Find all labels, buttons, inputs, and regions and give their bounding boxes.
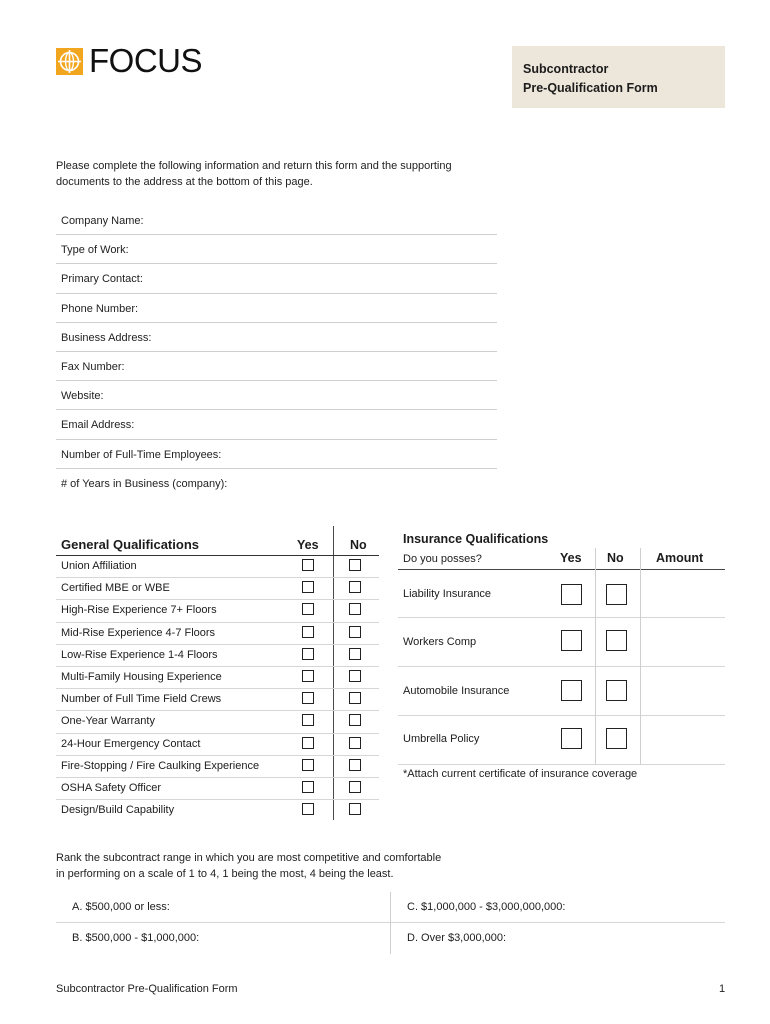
- rank-option-d[interactable]: D. Over $3,000,000:: [407, 931, 507, 944]
- no-checkbox[interactable]: [349, 714, 361, 726]
- qualification-label: Mid-Rise Experience 4-7 Floors: [61, 626, 216, 639]
- amount-field[interactable]: [641, 570, 725, 618]
- yes-checkbox[interactable]: [302, 692, 314, 704]
- no-checkbox[interactable]: [349, 670, 361, 682]
- rank-option-b[interactable]: B. $500,000 - $1,000,000:: [72, 931, 200, 944]
- rank-option-c[interactable]: C. $1,000,000 - $3,000,000,000:: [407, 901, 566, 913]
- general-qualifications-header: [56, 526, 379, 556]
- insurance-label: Umbrella Policy: [403, 733, 480, 745]
- qualification-row: [56, 600, 379, 622]
- insurance-qualifications-title: Insurance Qualifications: [403, 532, 549, 546]
- rank-option-a[interactable]: A. $500,000 or less:: [72, 901, 170, 913]
- amount-field[interactable]: [641, 618, 725, 667]
- no-checkbox[interactable]: [349, 559, 361, 571]
- no-checkbox[interactable]: [349, 581, 361, 593]
- yes-checkbox[interactable]: [302, 648, 314, 660]
- yes-checkbox[interactable]: [302, 670, 314, 682]
- brand-name: FOCUS: [89, 42, 202, 79]
- yes-checkbox[interactable]: [561, 728, 582, 749]
- general-qualifications-table: [56, 526, 379, 822]
- no-checkbox[interactable]: [606, 680, 627, 701]
- insurance-row: [398, 618, 725, 667]
- yes-column-header: Yes: [297, 538, 319, 552]
- form-title-line-2: Pre-Qualification Form: [523, 81, 658, 95]
- focus-logo: [56, 42, 202, 79]
- no-checkbox[interactable]: [349, 692, 361, 704]
- insurance-row: [398, 570, 725, 618]
- yes-checkbox[interactable]: [302, 714, 314, 726]
- amount-field[interactable]: [641, 667, 725, 716]
- yes-checkbox[interactable]: [302, 559, 314, 571]
- insurance-note: *Attach current certificate of insurance coverage: [403, 768, 638, 780]
- field-email-address[interactable]: Email Address:: [56, 410, 497, 439]
- footer-title: Subcontractor Pre-Qualification Form: [56, 983, 238, 995]
- intro-text: Please complete the following information and return this form and the supporting documents to the address at the bottom of this page.: [56, 160, 452, 188]
- no-checkbox[interactable]: [349, 781, 361, 793]
- field-company-name[interactable]: Company Name:: [56, 206, 497, 235]
- insurance-header-row: [398, 548, 725, 570]
- ranking-divider: [390, 892, 391, 954]
- qualification-label: Fire-Stopping / Fire Caulking Experience: [61, 759, 260, 772]
- qualification-row: [56, 689, 379, 711]
- ranking-intro-line-1: Rank the subcontract range in which you are most competitive and comfortable: [56, 852, 442, 864]
- no-checkbox[interactable]: [349, 603, 361, 615]
- insurance-label: Automobile Insurance: [403, 685, 510, 697]
- field-type-of-work[interactable]: Type of Work:: [56, 235, 497, 264]
- qualification-label: High-Rise Experience 7+ Floors: [61, 604, 217, 617]
- insurance-question: Do you posses?: [403, 553, 482, 565]
- field-fax-number[interactable]: Fax Number:: [56, 352, 497, 381]
- insurance-row: [398, 667, 725, 716]
- no-checkbox[interactable]: [349, 803, 361, 815]
- company-info-fields: [56, 206, 497, 498]
- insurance-label: Workers Comp: [403, 636, 477, 648]
- qualification-row: [56, 556, 379, 578]
- column-divider: [640, 548, 641, 570]
- no-checkbox[interactable]: [349, 737, 361, 749]
- form-title-box: [512, 46, 725, 108]
- no-checkbox[interactable]: [349, 759, 361, 771]
- qualification-row: [56, 800, 379, 822]
- form-title-line-1: Subcontractor: [523, 62, 609, 76]
- yes-checkbox[interactable]: [302, 603, 314, 615]
- qualification-row: [56, 734, 379, 756]
- yes-checkbox[interactable]: [561, 680, 582, 701]
- yes-checkbox[interactable]: [302, 737, 314, 749]
- yes-checkbox[interactable]: [302, 781, 314, 793]
- general-qualifications-title: General Qualifications: [61, 537, 199, 552]
- yes-checkbox[interactable]: [302, 759, 314, 771]
- ranking-intro: [56, 850, 476, 882]
- field-website[interactable]: Website:: [56, 381, 497, 410]
- no-checkbox[interactable]: [349, 648, 361, 660]
- qualification-row: [56, 778, 379, 800]
- insurance-row: [398, 716, 725, 765]
- qualification-label: Design/Build Capability: [61, 804, 175, 817]
- qualification-row: [56, 645, 379, 667]
- qualification-label: Certified MBE or WBE: [61, 582, 170, 595]
- no-checkbox[interactable]: [606, 728, 627, 749]
- insurance-amount-header: Amount: [656, 551, 704, 565]
- yes-checkbox[interactable]: [302, 581, 314, 593]
- yes-checkbox[interactable]: [302, 626, 314, 638]
- insurance-label: Liability Insurance: [403, 588, 492, 600]
- qualification-row: [56, 667, 379, 689]
- ranking-intro-line-2: in performing on a scale of 1 to 4, 1 being the most, 4 being the least.: [56, 868, 394, 880]
- qualification-label: OSHA Safety Officer: [61, 781, 162, 794]
- qualification-label: 24-Hour Emergency Contact: [61, 737, 201, 750]
- no-checkbox[interactable]: [349, 626, 361, 638]
- page-number: 1: [719, 983, 726, 995]
- field-full-time-employees[interactable]: Number of Full-Time Employees:: [56, 440, 497, 469]
- no-column-header: No: [350, 538, 367, 552]
- qualification-label: Number of Full Time Field Crews: [61, 693, 222, 706]
- yes-checkbox[interactable]: [561, 584, 582, 605]
- column-divider: [595, 548, 596, 570]
- yes-checkbox[interactable]: [561, 630, 582, 651]
- field-years-in-business[interactable]: # of Years in Business (company):: [61, 477, 228, 490]
- field-phone-number[interactable]: Phone Number:: [56, 294, 497, 323]
- qualification-label: Multi-Family Housing Experience: [61, 670, 222, 683]
- field-primary-contact[interactable]: Primary Contact:: [56, 264, 497, 293]
- no-checkbox[interactable]: [606, 630, 627, 651]
- yes-checkbox[interactable]: [302, 803, 314, 815]
- qualification-label: Union Affiliation: [61, 560, 137, 572]
- qualification-row: [56, 623, 379, 645]
- qualification-row: [56, 756, 379, 778]
- globe-icon: [56, 48, 83, 75]
- qualification-row: [56, 578, 379, 600]
- qualification-row: [56, 711, 379, 733]
- insurance-yes-header: Yes: [560, 551, 582, 565]
- qualification-label: Low-Rise Experience 1-4 Floors: [61, 648, 218, 661]
- column-divider: [640, 570, 641, 765]
- qualification-label: One-Year Warranty: [61, 715, 155, 728]
- no-checkbox[interactable]: [606, 584, 627, 605]
- field-business-address[interactable]: Business Address:: [56, 323, 497, 352]
- insurance-no-header: No: [607, 551, 624, 565]
- amount-field[interactable]: [641, 716, 725, 765]
- column-divider: [595, 570, 596, 765]
